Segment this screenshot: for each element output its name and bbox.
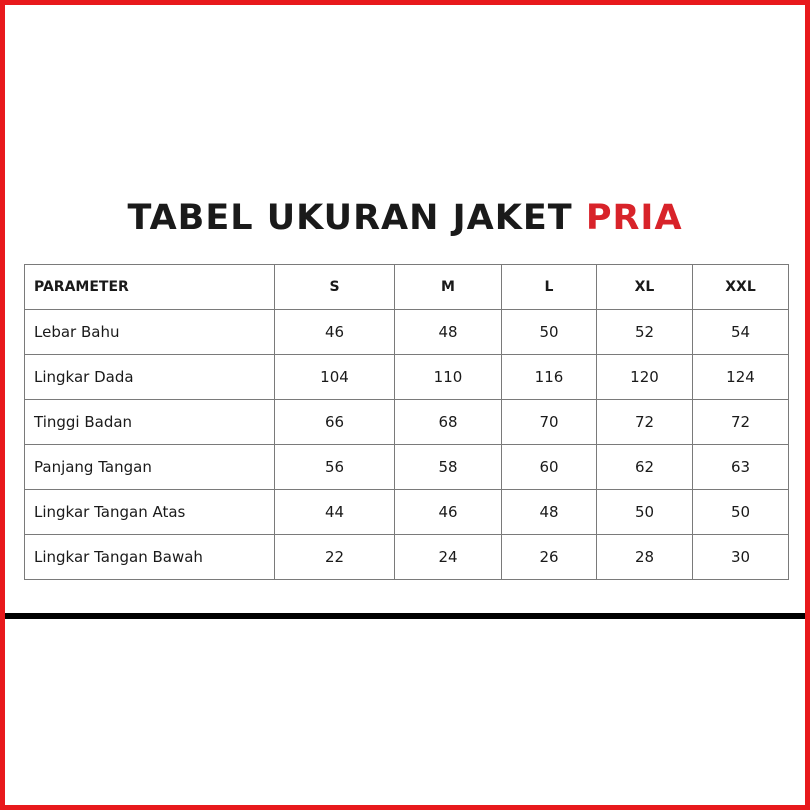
table-cell: 46 xyxy=(275,310,395,355)
table-row xyxy=(25,445,789,490)
table-cell: 44 xyxy=(275,490,395,535)
size-table xyxy=(24,264,789,580)
header-size-m: M xyxy=(395,265,502,310)
table-cell: 30 xyxy=(693,535,789,580)
header-size-s: S xyxy=(275,265,395,310)
row-label: Lingkar Dada xyxy=(25,355,275,400)
table-cell: 60 xyxy=(502,445,597,490)
row-label: Lebar Bahu xyxy=(25,310,275,355)
header-size-xl: XL xyxy=(597,265,693,310)
row-label: Lingkar Tangan Bawah xyxy=(25,535,275,580)
page-title xyxy=(5,198,805,238)
table-cell: 124 xyxy=(693,355,789,400)
table-cell: 70 xyxy=(502,400,597,445)
table-cell: 28 xyxy=(597,535,693,580)
table-row xyxy=(25,400,789,445)
table-cell: 62 xyxy=(597,445,693,490)
table-cell: 72 xyxy=(597,400,693,445)
table-cell: 22 xyxy=(275,535,395,580)
table-cell: 56 xyxy=(275,445,395,490)
table-row xyxy=(25,535,789,580)
table-cell: 48 xyxy=(395,310,502,355)
row-label: Panjang Tangan xyxy=(25,445,275,490)
table-cell: 52 xyxy=(597,310,693,355)
row-label: Lingkar Tangan Atas xyxy=(25,490,275,535)
header-parameter: PARAMETER xyxy=(25,265,275,310)
row-label: Tinggi Badan xyxy=(25,400,275,445)
header-size-xxl: XXL xyxy=(693,265,789,310)
table-cell: 48 xyxy=(502,490,597,535)
table-cell: 50 xyxy=(693,490,789,535)
table-cell: 66 xyxy=(275,400,395,445)
table-cell: 63 xyxy=(693,445,789,490)
table-cell: 110 xyxy=(395,355,502,400)
table-header-row xyxy=(25,265,789,310)
table-cell: 26 xyxy=(502,535,597,580)
table-cell: 54 xyxy=(693,310,789,355)
header-size-l: L xyxy=(502,265,597,310)
table-cell: 24 xyxy=(395,535,502,580)
table-row xyxy=(25,355,789,400)
table-cell: 116 xyxy=(502,355,597,400)
table-cell: 58 xyxy=(395,445,502,490)
title-main: TABEL UKURAN JAKET xyxy=(127,198,573,238)
table-row xyxy=(25,490,789,535)
table-row xyxy=(25,310,789,355)
title-accent: PRIA xyxy=(585,198,683,238)
table-cell: 50 xyxy=(502,310,597,355)
table-cell: 72 xyxy=(693,400,789,445)
table-cell: 120 xyxy=(597,355,693,400)
table-cell: 68 xyxy=(395,400,502,445)
divider-bar xyxy=(5,613,805,619)
table-cell: 46 xyxy=(395,490,502,535)
table-cell: 50 xyxy=(597,490,693,535)
table-cell: 104 xyxy=(275,355,395,400)
